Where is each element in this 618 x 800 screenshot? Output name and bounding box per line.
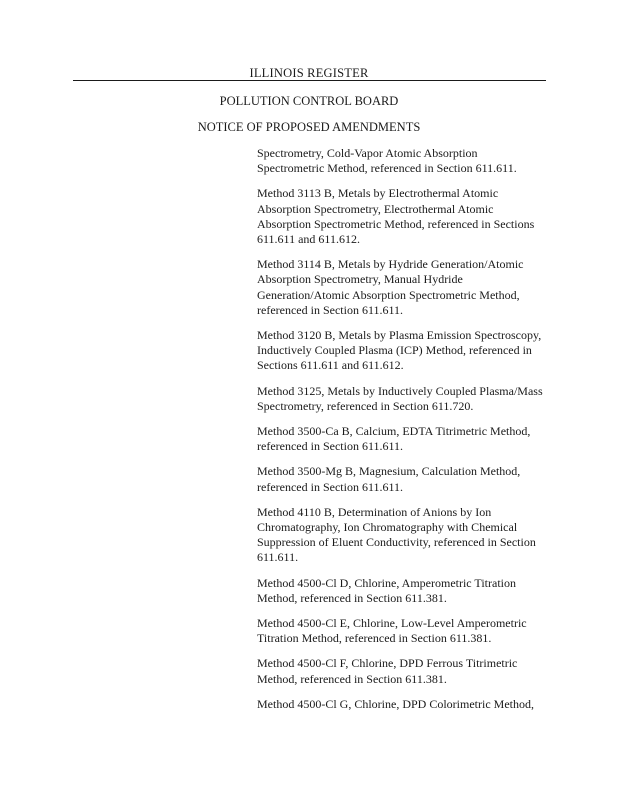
method-entry: Method 4110 B, Determination of Anions by Ion Chromatography, Ion Chromatography with Chemical Suppression of Eluent Conductivity, referenced in Section 611.611.	[257, 504, 536, 565]
method-entry: Spectrometry, Cold-Vapor Atomic Absorption Spectrometric Method, referenced in Section 611.611.	[257, 146, 517, 176]
header-rule	[73, 80, 546, 81]
method-entry: Method 4500-Cl D, Chlorine, Amperometric Titration Method, referenced in Section 611.381.	[257, 575, 516, 605]
method-entry: Method 4500-Cl G, Chlorine, DPD Colorimetric Method,	[257, 696, 534, 711]
notice-title: NOTICE OF PROPOSED AMENDMENTS	[197, 120, 421, 134]
method-entry: Method 3114 B, Metals by Hydride Generation/Atomic Absorption Spectrometry, Manual Hydride Generation/Atomic Absorption Spectrometric Method, referenced in Section 611.611.	[257, 257, 524, 317]
method-entry: Method 3500-Mg B, Magnesium, Calculation Method, referenced in Section 611.611.	[257, 464, 521, 494]
method-list	[257, 146, 547, 722]
agency-title: POLLUTION CONTROL BOARD	[219, 94, 399, 108]
method-entry: Method 3125, Metals by Inductively Coupled Plasma/Mass Spectrometry, referenced in Section 611.720.	[257, 383, 543, 413]
method-entry: Method 4500-Cl E, Chlorine, Low-Level Amperometric Titration Method, referenced in Section 611.381.	[257, 616, 527, 646]
method-entry: Method 3120 B, Metals by Plasma Emission Spectroscopy, Inductively Coupled Plasma (ICP) Method, referenced in Sections 611.611 and 611.612.	[257, 328, 542, 373]
method-entry: Method 3500-Ca B, Calcium, EDTA Titrimetric Method, referenced in Section 611.611.	[257, 424, 531, 454]
method-entry: Method 4500-Cl F, Chlorine, DPD Ferrous Titrimetric Method, referenced in Section 611.381.	[257, 656, 518, 686]
register-title: ILLINOIS REGISTER	[249, 66, 369, 80]
method-entry: Method 3113 B, Metals by Electrothermal Atomic Absorption Spectrometry, Electrothermal Atomic Absorption Spectrometric Method, referenced in Sections 611.611 and 611.612.	[257, 186, 535, 247]
